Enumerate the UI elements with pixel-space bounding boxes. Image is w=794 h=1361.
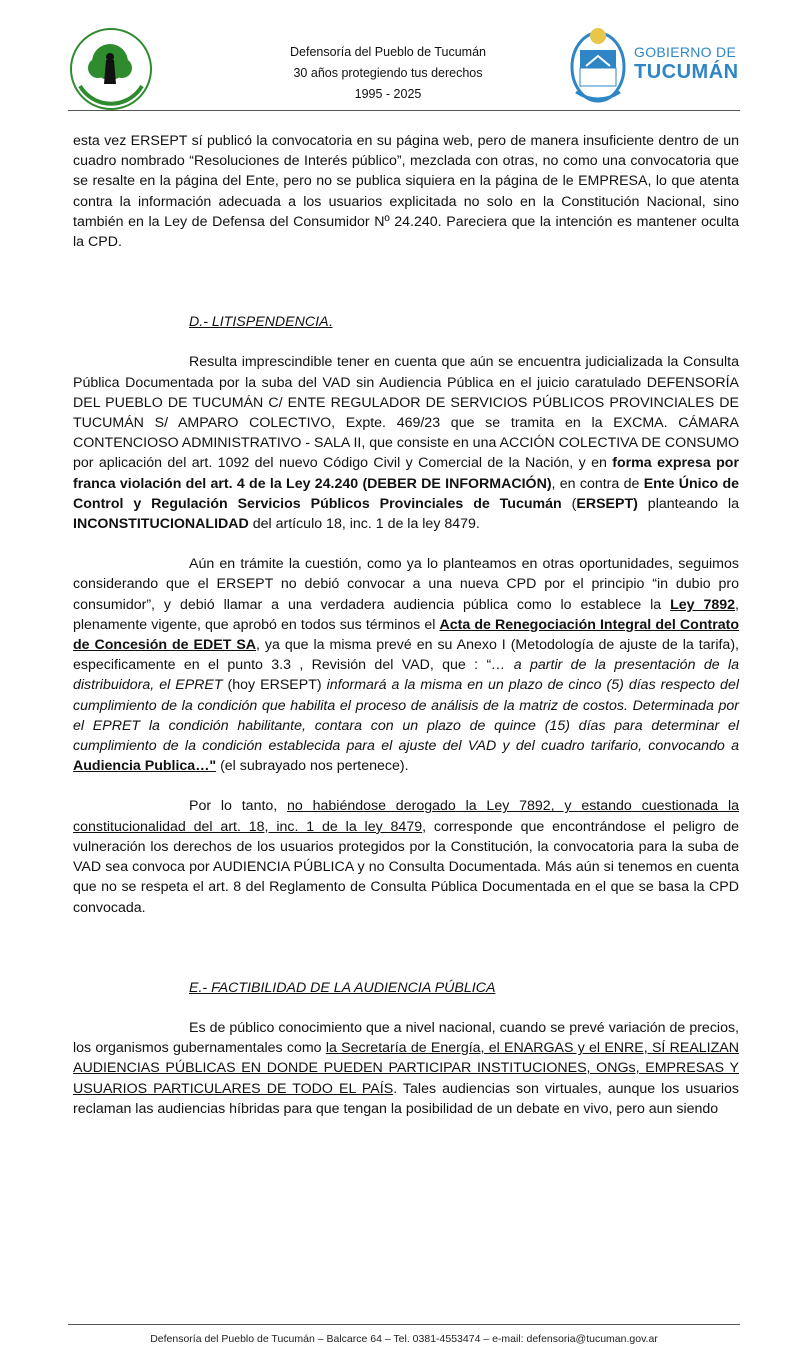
defensoria-logo-icon — [68, 26, 154, 112]
footer-divider — [68, 1324, 740, 1325]
paragraph-4: Por lo tanto, no habiéndose derogado la Ley 7892, y estando cuestionada la constitucionalidad del art. 18, inc. 1 de la ley 8479, corresponde que encontrándose el peligro de vulneración los derechos de los usuarios protegidos por la Constitución, la convocatoria para la suba de VAD sea convoca por AUDIENCIA PÚBLICA y no Consulta Documentada. Más aún si tenemos en cuenta que no se respeta el art. 8 del Reglamento de Consulta Pública Documentada en el que se basa la CPD convocada. — [73, 798, 739, 916]
gov-line1: GOBIERNO DE — [634, 44, 737, 60]
page-footer: Defensoría del Pueblo de Tucumán – Balcarce 64 – Tel. 0381-4553474 – e-mail: defensoria@tucuman.gov.ar — [150, 1333, 658, 1345]
paragraph-2: Resulta imprescindible tener en cuenta que aún se encuentra judicializada la Consulta Pública Documentada por la suba del VAD sin Audiencia Pública en el juicio caratulado DEFENSORÍA DEL PUEBLO DE TUCUMÁN C/ ENTE REGULADOR DE SERVICIOS PÚBLICOS PROVINCIALES DE TUCUMÁN S/ AMPARO COLECTIVO, Expte. 469/23 que se tramita en la EXCMA. CÁMARA CONTENCIOSO ADMINISTRATIVO - SALA II, que consiste en una ACCIÓN COLECTIVA DE CONSUMO por aplicación del art. 1092 del nuevo Código Civil y Comercial de la Nación, y en forma expresa por franca violación del art. 4 de la Ley 24.240 (DEBER DE INFORMACIÓN), en contra de Ente Único de Control y Regulación Servicios Públicos Provinciales de Tucumán (ERSEPT) planteando la INCONSTITUCIONALIDAD del artículo 18, inc. 1 de la ley 8479. — [73, 354, 739, 533]
paragraph-3: Aún en trámite la cuestión, como ya lo planteamos en otras oportunidades, seguimos considerando que el ERSEPT no debió convocar a una nueva CPD por el principio “in dubio pro consumidor”, y debió llamar a una verdadera audiencia pública como lo establece la Ley 7892, plenamente vigente, que aprobó en todos sus términos el Acta de Renegociación Integral del Contrato de Concesión de EDET SA, ya que la misma prevé en su Anexo I (Metodología de ajuste de la tarifa), especificamente en el punto 3.3 , Revisión del VAD, que : “… a partir de la presentación de la distribuidora, el EPRET (hoy ERSEPT) informará a la misma en un plazo de cinco (5) días respecto del cumplimiento de la condición que habilita el proceso de análisis de la matriz de costos. Determinada por el EPRET la condición habilitante, contara con un plazo de quince (15) días para determinar el cumplimiento de la condición establecida para el ajuste del VAD y del cuadro tarifario, convocando a Audiencia Publica…" (el subrayado nos pertenece). — [73, 556, 740, 775]
header-divider — [68, 110, 740, 111]
years: 1995 - 2025 — [354, 87, 422, 101]
page-header — [68, 18, 740, 110]
org-name: Defensoría del Pueblo de Tucumán — [290, 45, 486, 59]
heading-litispendencia: D.- LITISPENDENCIA. — [189, 314, 333, 331]
gov-line2: TUCUMÁN — [634, 61, 739, 83]
tucuman-seal-icon — [568, 22, 628, 108]
paragraph-5: Es de público conocimiento que a nivel nacional, cuando se prevé variación de precios, los organismos gubernamentales como la Secretaría de Energía, el ENARGAS y el ENRE, SÍ REALIZAN AUDIENCIAS PÚBLICAS EN DONDE PUEDEN PARTICIPAR INSTITUCIONES, ONGs, EMPRESAS Y USUARIOS PARTICULARES DE TODO EL PAÍS. Tales audiencias son virtuales, aunque los usuarios reclaman las audiencias híbridas para que tengan la posibilidad de un debate en vivo, pero aun siendo — [73, 1019, 739, 1117]
header-title-block — [228, 42, 548, 105]
tagline: 30 años protegiendo tus derechos — [293, 66, 483, 80]
paragraph-1: esta vez ERSEPT sí publicó la convocatoria en su página web, pero de manera insuficiente dentro de un cuadro nombrado “Resoluciones de Interés público”, mezclada con otras, no como una convocatoria que se resalte en la página del Ente, pero no se publica siquiera en la página de le EMPRESA, lo que atenta contra la información adecuada a los usuarios explicitada no solo en la Constitución Nacional, sino también en la Ley de Defensa del Consumidor Nº 24.240. Pareciera que la intención es mantener oculta la CPD. — [73, 133, 739, 251]
document-body — [73, 131, 739, 1119]
heading-factibilidad: E.- FACTIBILIDAD DE LA AUDIENCIA PÚBLICA — [189, 979, 496, 996]
gobierno-logo — [568, 22, 740, 108]
